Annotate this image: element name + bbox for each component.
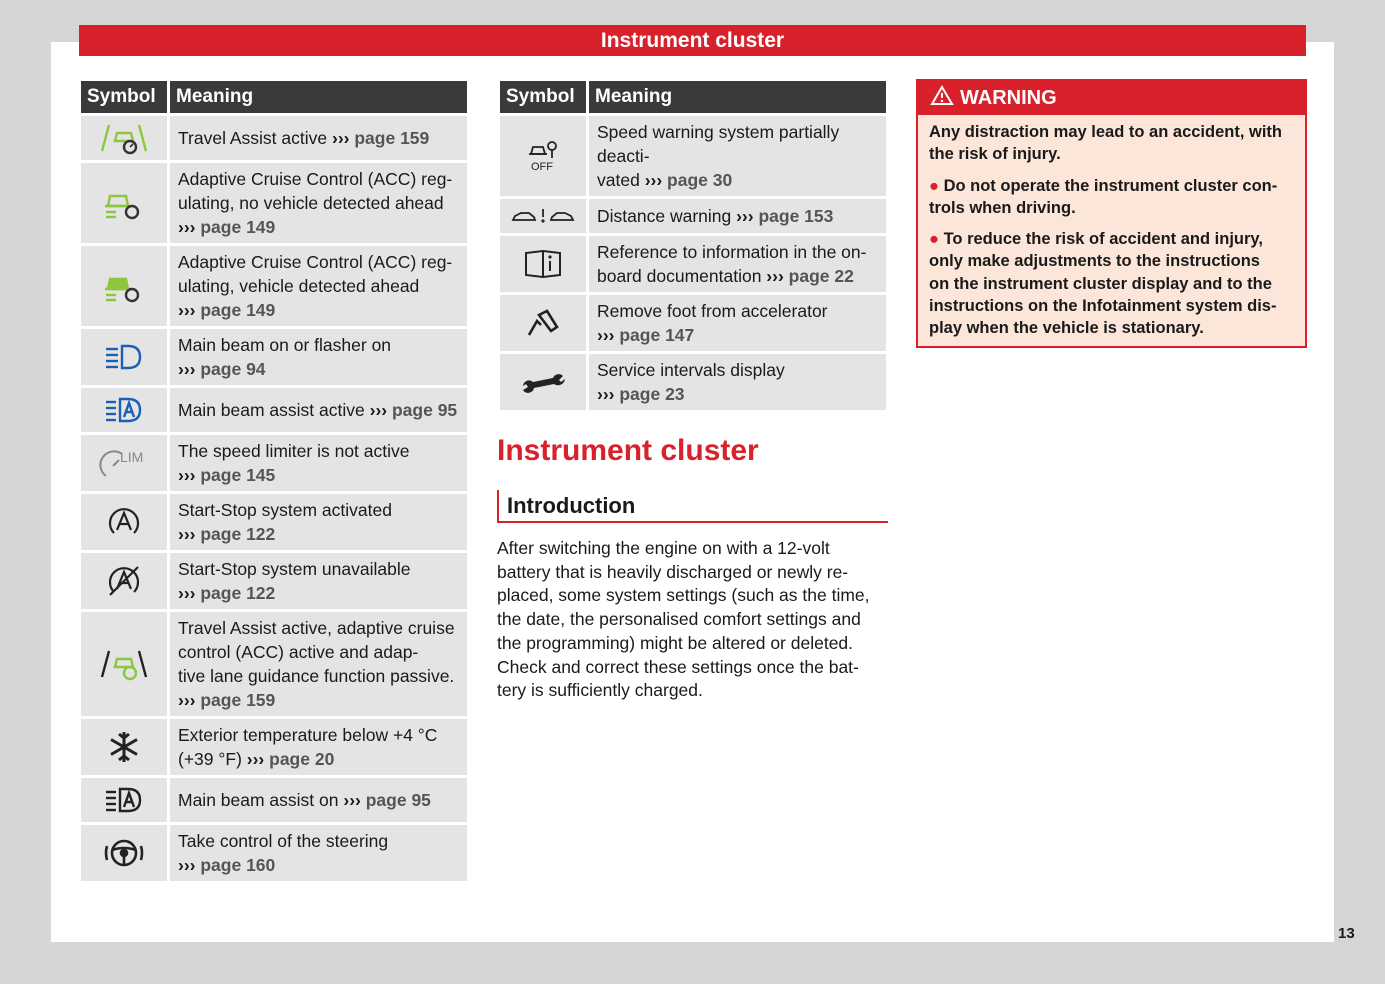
table-row bbox=[81, 553, 467, 609]
symbol-table-left bbox=[81, 78, 467, 884]
page-reference-link[interactable]: ››› page 22 bbox=[766, 266, 854, 286]
col-header-meaning: Meaning bbox=[170, 81, 467, 113]
page-reference-link[interactable]: ››› page 159 bbox=[178, 690, 276, 710]
distance-warning-icon bbox=[500, 199, 589, 233]
page-reference-link[interactable]: ››› page 160 bbox=[178, 855, 276, 875]
svg-text:OFF: OFF bbox=[531, 161, 553, 173]
warning-header bbox=[918, 81, 1305, 115]
meaning-cell: Travel Assist active ››› page 159 bbox=[170, 116, 467, 160]
speed-warning-off-icon bbox=[500, 116, 589, 196]
meaning-cell: Take control of the steering ››› page 160 bbox=[170, 825, 467, 881]
warning-title: WARNING bbox=[960, 86, 1057, 109]
page-reference-link[interactable]: ››› page 30 bbox=[644, 170, 733, 190]
table-row bbox=[81, 435, 467, 491]
table-row bbox=[81, 825, 467, 881]
subsection-title: Introduction bbox=[507, 493, 636, 518]
page-reference-link[interactable]: ››› page 94 bbox=[178, 359, 266, 379]
table-row bbox=[81, 163, 467, 243]
table-row bbox=[81, 329, 467, 385]
meaning-cell: Adaptive Cruise Control (ACC) reg- ulating, no vehicle detected ahead ››› page 149 bbox=[170, 163, 467, 243]
col-header-symbol: Symbol bbox=[500, 81, 589, 113]
page-reference-link[interactable]: ››› page 95 bbox=[343, 790, 431, 810]
page-reference-link[interactable]: ››› page 159 bbox=[332, 128, 430, 148]
page-reference-link[interactable]: ››› page 145 bbox=[178, 465, 276, 485]
page-reference-link[interactable]: ››› page 23 bbox=[597, 384, 685, 404]
subsection-heading bbox=[497, 490, 888, 523]
steering-wheel-icon bbox=[81, 825, 170, 881]
table-row bbox=[500, 199, 886, 233]
start-stop-unavailable-icon bbox=[81, 553, 170, 609]
main-beam-assist-icon bbox=[81, 388, 170, 432]
meaning-cell: Service intervals display ››› page 23 bbox=[589, 354, 886, 410]
section-title: Instrument cluster bbox=[497, 434, 759, 467]
table-row bbox=[81, 116, 467, 160]
foot-off-accelerator-icon bbox=[500, 295, 589, 351]
speed-limiter-inactive-icon bbox=[81, 435, 170, 491]
table-row bbox=[500, 295, 886, 351]
meaning-cell: Main beam assist on ››› page 95 bbox=[170, 778, 467, 822]
main-beam-icon bbox=[81, 329, 170, 385]
travel-assist-icon bbox=[81, 116, 170, 160]
meaning-cell: Reference to information in the on- board documentation ››› page 22 bbox=[589, 236, 886, 292]
meaning-cell: Main beam on or flasher on ››› page 94 bbox=[170, 329, 467, 385]
meaning-cell: The speed limiter is not active ››› page 145 bbox=[170, 435, 467, 491]
page-reference-link[interactable]: ››› page 122 bbox=[178, 583, 276, 603]
snowflake-icon bbox=[81, 719, 170, 775]
meaning-cell: Exterior temperature below +4 °C (+39 °F) ››› page 20 bbox=[170, 719, 467, 775]
meaning-cell: Remove foot from accelerator ››› page 147 bbox=[589, 295, 886, 351]
meaning-cell: Start-Stop system activated ››› page 122 bbox=[170, 494, 467, 550]
page-header: Instrument cluster bbox=[79, 25, 1306, 56]
table-row bbox=[81, 719, 467, 775]
warning-bullet: ● To reduce the risk of accident and injury, only make adjustments to the instructions on the instrument cluster display and to the instructions on the Infotainment system dis- play when the vehicle is stationary. bbox=[929, 230, 1277, 338]
acc-vehicle-detected-icon bbox=[81, 246, 170, 326]
wrench-icon bbox=[500, 354, 589, 410]
col-header-symbol: Symbol bbox=[81, 81, 170, 113]
table-row bbox=[81, 246, 467, 326]
table-row bbox=[81, 494, 467, 550]
start-stop-active-icon bbox=[81, 494, 170, 550]
page-reference-link[interactable]: ››› page 20 bbox=[246, 749, 335, 769]
table-row bbox=[500, 354, 886, 410]
warning-box bbox=[916, 79, 1307, 348]
warning-triangle-icon bbox=[930, 85, 960, 112]
table-row bbox=[500, 236, 886, 292]
col-header-meaning: Meaning bbox=[589, 81, 886, 113]
intro-paragraph: After switching the engine on with a 12-volt battery that is heavily discharged or newly re- placed, some system settings (such as the time, the date, the personalised comfort settings and the programming) might be altered or deleted. Check and correct these settings once the bat- tery is sufficiently charged. bbox=[497, 538, 870, 701]
warning-body bbox=[918, 115, 1305, 340]
warning-bullet: ● Do not operate the instrument cluster con- trols when driving. bbox=[929, 176, 1278, 217]
page-reference-link[interactable]: ››› page 147 bbox=[597, 325, 695, 345]
meaning-cell: Start-Stop system unavailable ››› page 122 bbox=[170, 553, 467, 609]
meaning-cell: Travel Assist active, adaptive cruise control (ACC) active and adap- tive lane guidance function passive. ››› page 159 bbox=[170, 612, 467, 716]
page-reference-link[interactable]: ››› page 149 bbox=[178, 217, 276, 237]
page-reference-link[interactable]: ››› page 153 bbox=[736, 206, 834, 226]
acc-no-vehicle-icon bbox=[81, 163, 170, 243]
manual-info-icon bbox=[500, 236, 589, 292]
meaning-cell: Main beam assist active ››› page 95 bbox=[170, 388, 467, 432]
table-row bbox=[81, 778, 467, 822]
svg-text:LIM: LIM bbox=[120, 449, 144, 465]
table-row bbox=[500, 116, 886, 196]
symbol-table-right bbox=[500, 78, 886, 413]
table-row bbox=[81, 612, 467, 716]
page-number: 13 bbox=[1338, 925, 1355, 942]
travel-assist-passive-icon bbox=[81, 612, 170, 716]
main-beam-assist-on-icon bbox=[81, 778, 170, 822]
page-reference-link[interactable]: ››› page 122 bbox=[178, 524, 276, 544]
meaning-cell: Distance warning ››› page 153 bbox=[589, 199, 886, 233]
meaning-cell: Adaptive Cruise Control (ACC) reg- ulating, vehicle detected ahead ››› page 149 bbox=[170, 246, 467, 326]
page-reference-link[interactable]: ››› page 149 bbox=[178, 300, 276, 320]
page-reference-link[interactable]: ››› page 95 bbox=[369, 400, 458, 420]
table-row bbox=[81, 388, 467, 432]
meaning-cell: Speed warning system partially deacti- vated ››› page 30 bbox=[589, 116, 886, 196]
warning-intro: Any distraction may lead to an accident, with the risk of injury. bbox=[929, 123, 1282, 164]
